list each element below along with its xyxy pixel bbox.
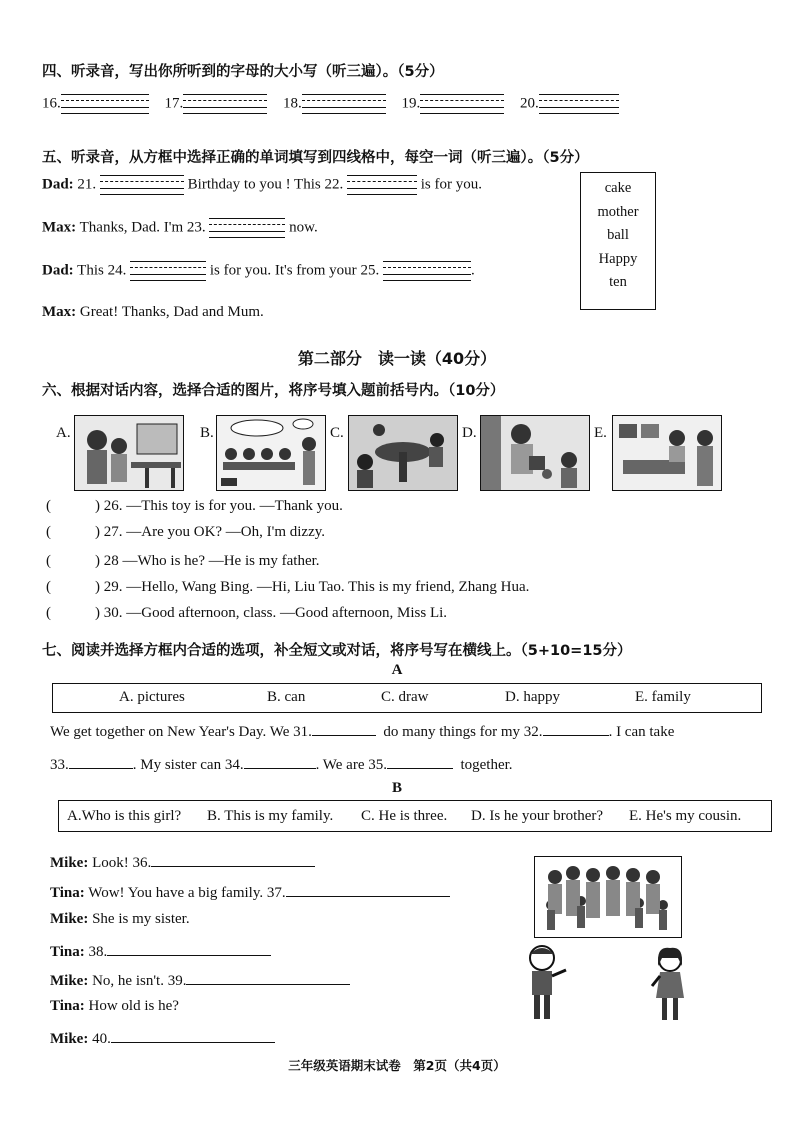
answer-bracket-26[interactable]: (	[46, 498, 51, 514]
section4-title: 四、听录音，写出你所听到的字母的大小写（听三遍）。（5分）	[42, 64, 444, 80]
answer-grid-19[interactable]	[420, 92, 504, 116]
option-d: D. happy	[505, 689, 560, 705]
answer-grid-25[interactable]	[383, 259, 471, 283]
word-option: cake	[604, 180, 632, 196]
passage-text: do many things for my 32.	[383, 724, 543, 740]
dialog-text: Birthday to you ! This	[187, 176, 321, 193]
option-b-e: E. He's my cousin.	[629, 808, 742, 824]
section4-letter-grids	[42, 92, 619, 116]
question-27: ) 27. —Are you OK? —Oh, I'm dizzy.	[95, 524, 326, 540]
word-option: mother	[597, 203, 639, 220]
picture-a-father-son	[74, 415, 184, 491]
option-b-b: B. This is my family.	[207, 808, 334, 824]
family-photo	[534, 856, 682, 938]
passage-line-1	[50, 721, 674, 741]
blank-39[interactable]	[186, 970, 350, 985]
speaker-mike: Mike:	[50, 911, 89, 927]
dialog-line-23	[42, 216, 318, 240]
dialog-text: Thanks, Dad. I'm	[79, 219, 184, 236]
passage-text: together.	[460, 757, 513, 773]
answer-grid-21[interactable]	[100, 173, 184, 197]
passage-line-2	[50, 754, 513, 774]
picture-b-classroom	[216, 415, 326, 491]
pic-label-a: A.	[56, 425, 71, 441]
dialog-36	[50, 852, 315, 872]
answer-grid-18[interactable]	[302, 92, 386, 116]
option-a: A. pictures	[119, 689, 185, 705]
speaker-tina: Tina:	[50, 944, 85, 960]
speaker-tina: Tina:	[50, 998, 85, 1014]
speaker-dad: Dad:	[42, 176, 74, 193]
dialog-text: 40.	[92, 1031, 111, 1047]
dialog-line-21-22	[42, 173, 482, 197]
dialog-37	[50, 882, 450, 902]
item-18-label: 18.	[283, 95, 302, 112]
speaker-dad: Dad:	[42, 262, 74, 279]
part-a-label: A	[391, 662, 403, 678]
question-28: ) 28 —Who is he? —He is my father.	[95, 553, 320, 569]
answer-grid-20[interactable]	[539, 92, 619, 116]
section5-title: 五、听录音，从方框中选择正确的单词填写到四线格中，每空一词（听三遍）。（5分）	[42, 150, 589, 166]
item-23-label: 23.	[186, 219, 206, 236]
answer-bracket-29[interactable]: (	[46, 579, 51, 595]
word-option: ball	[607, 227, 629, 243]
dialog-text: How old is he?	[88, 998, 179, 1014]
passage-text: We get together on New Year's Day. We 31.	[50, 724, 312, 740]
answer-bracket-30[interactable]: (	[46, 605, 51, 621]
speaker-mike: Mike:	[50, 1031, 89, 1047]
section6-title: 六、根据对话内容，选择合适的图片，将序号填入题前括号内。（10分）	[42, 383, 505, 399]
option-c: C. draw	[381, 689, 429, 705]
speaker-mike: Mike:	[50, 855, 89, 871]
dialog-text: Look! 36.	[92, 855, 152, 871]
dialog-text: Great! Thanks, Dad and Mum.	[79, 304, 264, 320]
blank-38[interactable]	[107, 941, 271, 956]
tina-figure	[648, 946, 692, 1024]
word-box	[580, 172, 656, 310]
answer-bracket-28[interactable]: (	[46, 553, 51, 569]
answer-bracket-27[interactable]: (	[46, 524, 51, 540]
passage-text: 33.	[50, 757, 69, 773]
passage-text: . My sister can 34.	[132, 757, 244, 773]
item-24-label: 24.	[107, 262, 127, 279]
blank-37[interactable]	[286, 882, 450, 897]
question-29: ) 29. —Hello, Wang Bing. —Hi, Liu Tao. This is my friend, Zhang Hua.	[95, 579, 530, 595]
dialog-line-end	[42, 304, 264, 321]
item-21-label: 21.	[77, 176, 97, 193]
option-b: B. can	[267, 689, 306, 705]
passage-text: . We are 35.	[315, 757, 387, 773]
answer-grid-23[interactable]	[209, 216, 285, 240]
answer-grid-16[interactable]	[61, 92, 149, 116]
dialog-text: This	[77, 262, 104, 279]
page-footer: 三年级英语期末试卷 第2页（共4页）	[288, 1058, 506, 1073]
dialog-text: is for you.	[420, 176, 482, 193]
item-22-label: 22.	[324, 176, 344, 193]
option-b-d: D. Is he your brother?	[471, 808, 604, 824]
option-b-a: A.Who is this girl?	[67, 808, 182, 824]
pic-label-e: E.	[594, 425, 607, 441]
picture-c-dizzy-ride	[348, 415, 458, 491]
item-19-label: 19.	[401, 95, 421, 112]
dialog-line-24-25	[42, 259, 475, 283]
picture-d-toy-gift	[480, 415, 590, 491]
blank-40[interactable]	[111, 1028, 275, 1043]
question-26: ) 26. —This toy is for you. —Thank you.	[95, 498, 343, 514]
option-b-c: C. He is three.	[361, 808, 448, 824]
dialog-text: She is my sister.	[92, 911, 190, 927]
dialog-38	[50, 941, 271, 961]
dialog-39	[50, 970, 350, 990]
blank-33[interactable]	[69, 754, 133, 769]
dialog-text: 38.	[88, 944, 108, 960]
pic-label-b: B.	[200, 425, 214, 441]
item-17-label: 17.	[164, 95, 184, 112]
option-e: E. family	[635, 689, 691, 705]
answer-grid-17[interactable]	[183, 92, 267, 116]
picture-e-introduce-friend	[612, 415, 722, 491]
question-30: ) 30. —Good afternoon, class. —Good afternoon, Miss Li.	[95, 605, 448, 621]
dialog-text: now.	[289, 219, 318, 236]
answer-grid-22[interactable]	[347, 173, 417, 197]
item-20-label: 20.	[520, 95, 539, 112]
pic-label-d: D.	[462, 425, 477, 441]
speaker-mike: Mike:	[50, 973, 89, 989]
dialog-text: .	[470, 262, 475, 279]
part2-title: 第二部分 读一读（40分）	[297, 349, 497, 368]
speaker-tina: Tina:	[50, 885, 85, 901]
part-b-label: B	[391, 780, 402, 796]
dialog-age	[50, 998, 179, 1015]
word-option: Happy	[598, 250, 638, 267]
section7-title: 七、阅读并选择方框内合适的选项，补全短文或对话，将序号写在横线上。（5+10=15分）	[42, 643, 632, 659]
dialog-sister	[50, 911, 190, 928]
blank-31[interactable]	[312, 721, 376, 736]
blank-35[interactable]	[387, 754, 453, 769]
dialog-text: No, he isn't. 39.	[92, 973, 187, 989]
pic-label-c: C.	[330, 425, 344, 441]
passage-text: . I can take	[608, 724, 675, 740]
blank-32[interactable]	[543, 721, 609, 736]
answer-grid-24[interactable]	[130, 259, 206, 283]
options-box-a	[52, 683, 762, 713]
dialog-40	[50, 1028, 275, 1048]
options-box-b	[58, 800, 772, 832]
dialog-text: is for you. It's from your	[209, 262, 357, 279]
speaker-max: Max:	[42, 304, 77, 320]
speaker-max: Max:	[42, 219, 77, 236]
item-25-label: 25.	[360, 262, 380, 279]
word-option: ten	[609, 274, 627, 290]
blank-34[interactable]	[244, 754, 316, 769]
mike-figure	[520, 944, 570, 1024]
blank-36[interactable]	[151, 852, 315, 867]
item-16-label: 16.	[42, 95, 61, 112]
dialog-text: Wow! You have a big family. 37.	[88, 885, 286, 901]
